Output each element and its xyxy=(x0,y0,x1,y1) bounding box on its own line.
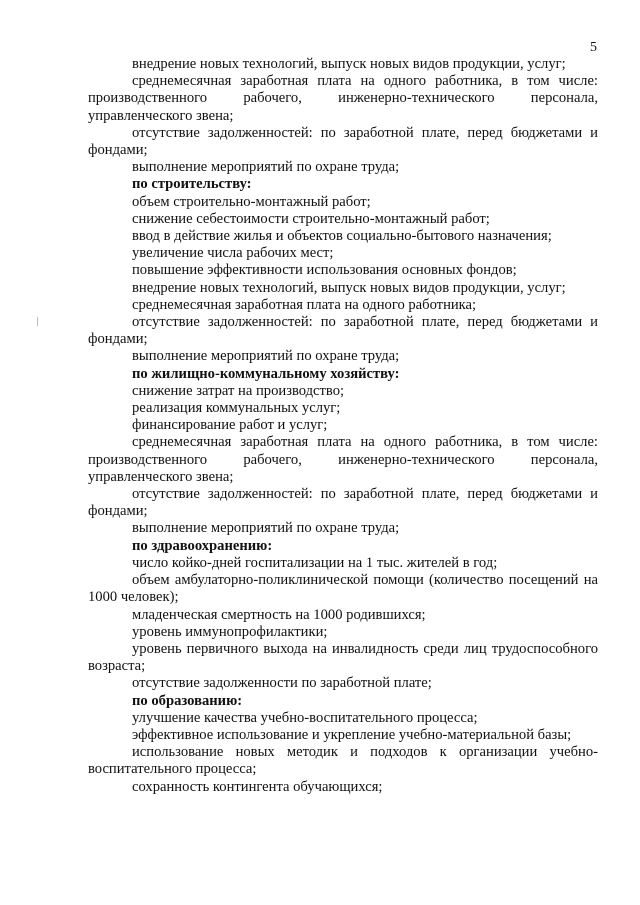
paragraph: внедрение новых технологий, выпуск новых видов продукции, услуг; xyxy=(132,56,566,72)
paragraph: ввод в действие жилья и объектов социально-бытового назначения; xyxy=(132,228,552,245)
paragraph: увеличение числа рабочих мест; xyxy=(132,245,334,262)
section-heading: по жилищно-коммунальному хозяйству: xyxy=(132,365,400,382)
section-heading: по строительству: xyxy=(132,176,252,193)
paragraph: среднемесячная заработная плата на одного работника, в том числе: производственного рабочего, инженерно-технического персонала, управленческого звена; xyxy=(88,434,598,485)
paragraph: объем строительно-монтажный работ; xyxy=(132,193,371,210)
paragraph: эффективное использование и укрепление учебно-материальной базы; xyxy=(132,726,572,743)
paragraph: среднемесячная заработная плата на одного работника; xyxy=(132,296,477,313)
paragraph: использование новых методик и подходов к организации учебно-воспитательного процесса; xyxy=(88,744,598,778)
paragraph: число койко-дней госпитализации на 1 тыс. жителей в год; xyxy=(132,554,498,571)
paragraph: отсутствие задолженностей: по заработной плате, перед бюджетами и фондами; xyxy=(88,124,598,159)
paragraph: внедрение новых технологий, выпуск новых видов продукции, услуг; xyxy=(132,279,566,296)
paragraph: объем амбулаторно-поликлинической помощи (количество посещений на 1000 человек); xyxy=(88,572,598,606)
page-number: 5 xyxy=(590,40,597,55)
paragraph: отсутствие задолженностей: по заработной плате, перед бюджетами и фондами; xyxy=(88,314,598,348)
document-body xyxy=(88,56,598,796)
paragraph: отсутствие задолженностей: по заработной плате, перед бюджетами и фондами; xyxy=(88,486,598,520)
paragraph: улучшение качества учебно-воспитательного процесса; xyxy=(132,709,478,726)
paragraph: выполнение мероприятий по охране труда; xyxy=(132,348,400,365)
paragraph: снижение затрат на производство; xyxy=(132,382,345,399)
paragraph: финансирование работ и услуг; xyxy=(132,417,328,434)
paragraph: уровень иммунопрофилактики; xyxy=(132,623,328,640)
paragraph: снижение себестоимости строительно-монтажный работ; xyxy=(132,210,490,227)
paragraph: младенческая смертность на 1000 родившихся; xyxy=(132,606,426,623)
paragraph: уровень первичного выхода на инвалидность среди лиц трудоспособного возраста; xyxy=(88,640,598,675)
paragraph: повышение эффективности использования основных фондов; xyxy=(132,262,517,279)
paragraph: отсутствие задолженности по заработной плате; xyxy=(132,675,432,692)
section-heading: по здравоохранению: xyxy=(132,537,273,554)
section-heading: по образованию: xyxy=(132,692,243,709)
paragraph: выполнение мероприятий по охране труда; xyxy=(132,159,400,176)
paragraph: сохранность контингента обучающихся; xyxy=(132,778,383,795)
margin-mark xyxy=(37,317,38,326)
paragraph: реализация коммунальных услуг; xyxy=(132,400,341,417)
paragraph: среднемесячная заработная плата на одного работника, в том числе: производственного рабочего, инженерно-технического персонала, управленческого звена; xyxy=(88,73,598,124)
paragraph: выполнение мероприятий по охране труда; xyxy=(132,520,400,537)
